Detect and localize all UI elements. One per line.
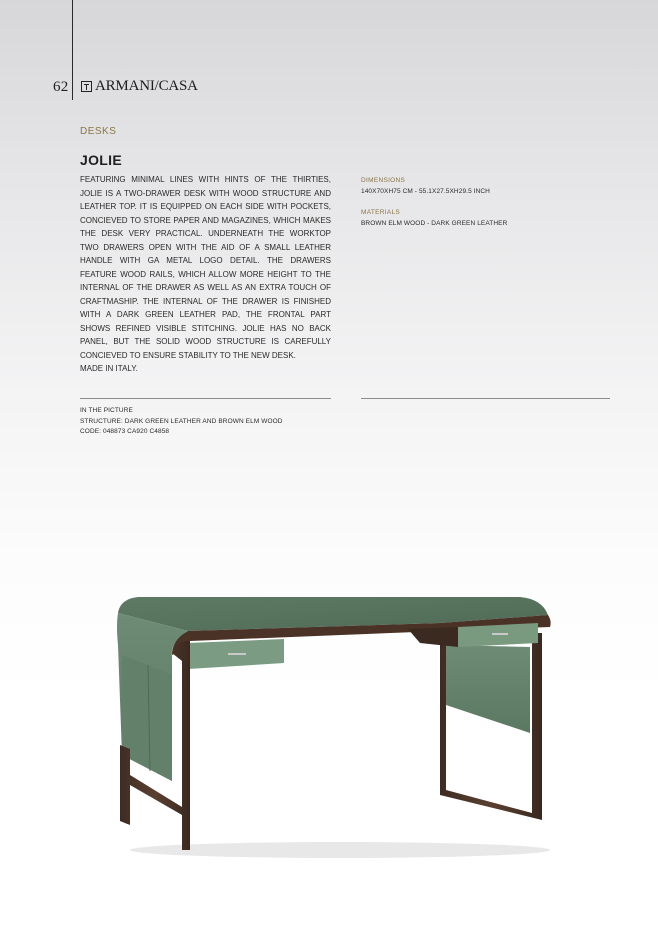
divider-left xyxy=(80,398,331,399)
page-number: 62 xyxy=(53,79,69,95)
divider-right xyxy=(361,398,610,399)
drawer-rail-right xyxy=(408,627,458,647)
header-vertical-rule xyxy=(72,0,73,100)
picture-heading: IN THE PICTURE xyxy=(80,407,133,414)
picture-structure: STRUCTURE: DARK GREEN LEATHER AND BROWN ELM WOOD xyxy=(80,417,283,425)
category-label: DESKS xyxy=(80,126,117,137)
product-title: JOLIE xyxy=(80,152,122,168)
dimensions-value: 140X70XH75 CM - 55.1X27.5XH29.5 INCH xyxy=(361,188,490,195)
brand-logo xyxy=(81,78,198,95)
floor-shadow xyxy=(130,842,550,858)
brand-name: ARMANI/CASA xyxy=(95,78,198,94)
picture-info xyxy=(80,406,283,438)
materials-label: MATERIALS xyxy=(361,209,401,216)
picture-code: CODE: 048873 CA920 C4858 xyxy=(80,428,170,435)
armani-eagle-logo-icon xyxy=(81,81,92,92)
dimensions-label: DIMENSIONS xyxy=(361,177,406,184)
left-drawer-handle xyxy=(228,653,246,655)
right-drawer-handle xyxy=(492,633,508,635)
desk-photo xyxy=(110,585,560,865)
materials-value: BROWN ELM WOOD - DARK GREEN LEATHER xyxy=(361,220,508,227)
product-description: FEATURING MINIMAL LINES WITH HINTS OF THE THIRTIES, JOLIE IS A TWO-DRAWER DESK WITH WOOD STRUCTURE AND LEATHER TOP. IT IS EQUIPPED ON EACH SIDE WITH POCKETS, CONCIEVED TO STORE PAPER AND MAGAZINES, WHICH MAKES THE DESK VERY PRACTICAL. UNDERNEATH THE WORKTOP TWO DRAWERS OPEN WITH THE AID OF A SMALL LEATHER HANDLE WITH GA METAL LOGO DETAIL. THE DRAWERS FEATURE WOOD RAILS, WHICH ALLOW MORE HEIGHT TO THE INTERNAL OF THE DRAWER AS WELL AS AN EXTRA TOUCH OF CRAFTMASHIP. THE INTERNAL OF THE DRAWER IS FINISHED WITH A DARK GREEN LEATHER PAD, THE FRONTAL PART SHOWS REFINED VISIBLE STITCHING. JOLIE HAS NO BACK PANEL, BUT THE SOLID WOOD STRUCTURE IS CAREFULLY CONCIEVED TO ENSURE STABILITY TO THE NEW DESK. MADE IN ITALY. xyxy=(80,175,331,373)
right-side-pocket xyxy=(446,645,530,733)
